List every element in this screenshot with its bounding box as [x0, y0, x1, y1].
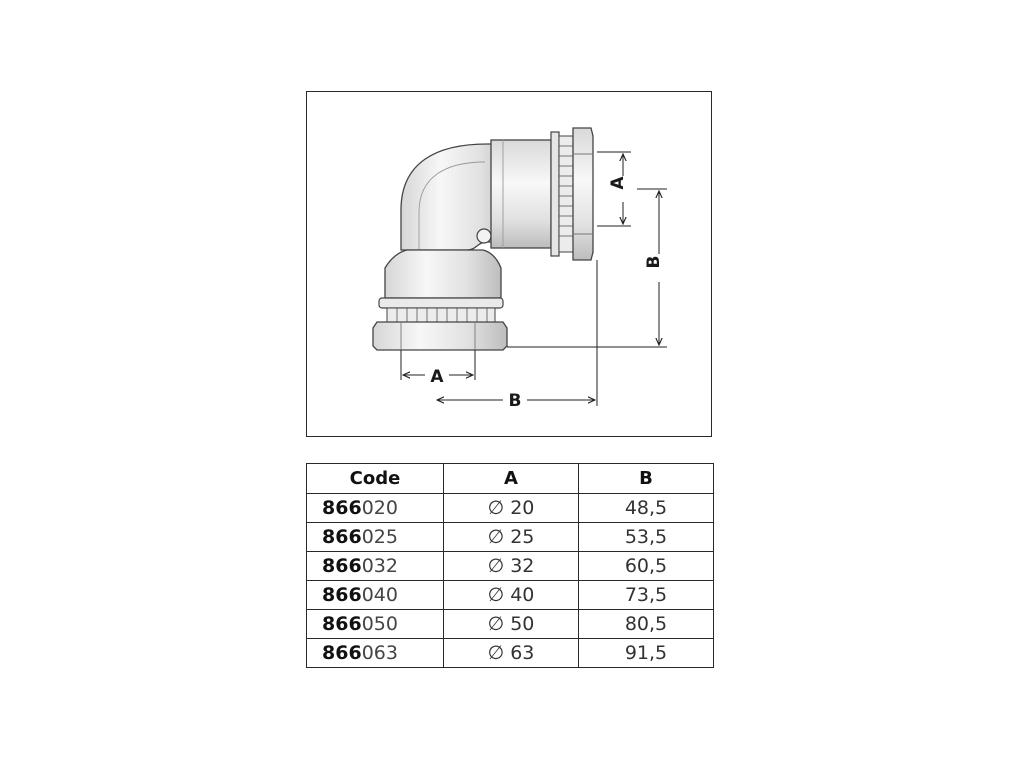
code-suffix: 025: [361, 526, 398, 548]
dimension-label-a-right: A: [608, 176, 628, 190]
table-row: [307, 552, 714, 581]
code-suffix: 020: [361, 497, 398, 519]
table-header-row: [307, 464, 714, 494]
code-cell: [307, 552, 444, 581]
dimension-label-b-bottom: B: [508, 391, 522, 411]
code-prefix: 866: [322, 613, 362, 635]
code-prefix: 866: [322, 584, 362, 606]
table-row: [307, 523, 714, 552]
code-cell: [307, 639, 444, 668]
a-cell: ∅ 63: [444, 639, 579, 668]
a-cell: ∅ 40: [444, 581, 579, 610]
code-prefix: 866: [322, 526, 362, 548]
code-suffix: 050: [361, 613, 398, 635]
table-row: [307, 494, 714, 523]
header-b: B: [579, 464, 714, 494]
table-row: [307, 639, 714, 668]
code-cell: [307, 610, 444, 639]
dimension-a-bottom: [403, 367, 473, 387]
code-cell: [307, 494, 444, 523]
header-a: A: [444, 464, 579, 494]
a-cell: ∅ 50: [444, 610, 579, 639]
code-suffix: 032: [361, 555, 398, 577]
code-prefix: 866: [322, 642, 362, 664]
b-cell: 53,5: [579, 523, 714, 552]
header-code: Code: [307, 464, 444, 494]
thread-bottom: [387, 308, 495, 322]
b-cell: 73,5: [579, 581, 714, 610]
dimension-label-b-right: B: [644, 255, 664, 269]
b-cell: 60,5: [579, 552, 714, 581]
code-prefix: 866: [322, 555, 362, 577]
code-cell: [307, 581, 444, 610]
code-suffix: 063: [361, 642, 398, 664]
dimension-b-right: [644, 191, 664, 345]
table-row: [307, 610, 714, 639]
code-suffix: 040: [361, 584, 398, 606]
a-cell: ∅ 20: [444, 494, 579, 523]
b-cell: 48,5: [579, 494, 714, 523]
a-cell: ∅ 32: [444, 552, 579, 581]
b-cell: 80,5: [579, 610, 714, 639]
code-prefix: 866: [322, 497, 362, 519]
elbow-fitting-drawing: [307, 92, 713, 438]
elbow-body: [373, 128, 593, 350]
technical-drawing: [306, 91, 712, 437]
dimension-label-a-bottom: A: [430, 367, 444, 387]
code-cell: [307, 523, 444, 552]
dimension-a-right: [608, 154, 628, 224]
dimensions-table: [306, 463, 714, 668]
thread-right: [559, 136, 573, 252]
b-cell: 91,5: [579, 639, 714, 668]
a-cell: ∅ 25: [444, 523, 579, 552]
dimension-b-bottom: [437, 391, 595, 411]
table-row: [307, 581, 714, 610]
